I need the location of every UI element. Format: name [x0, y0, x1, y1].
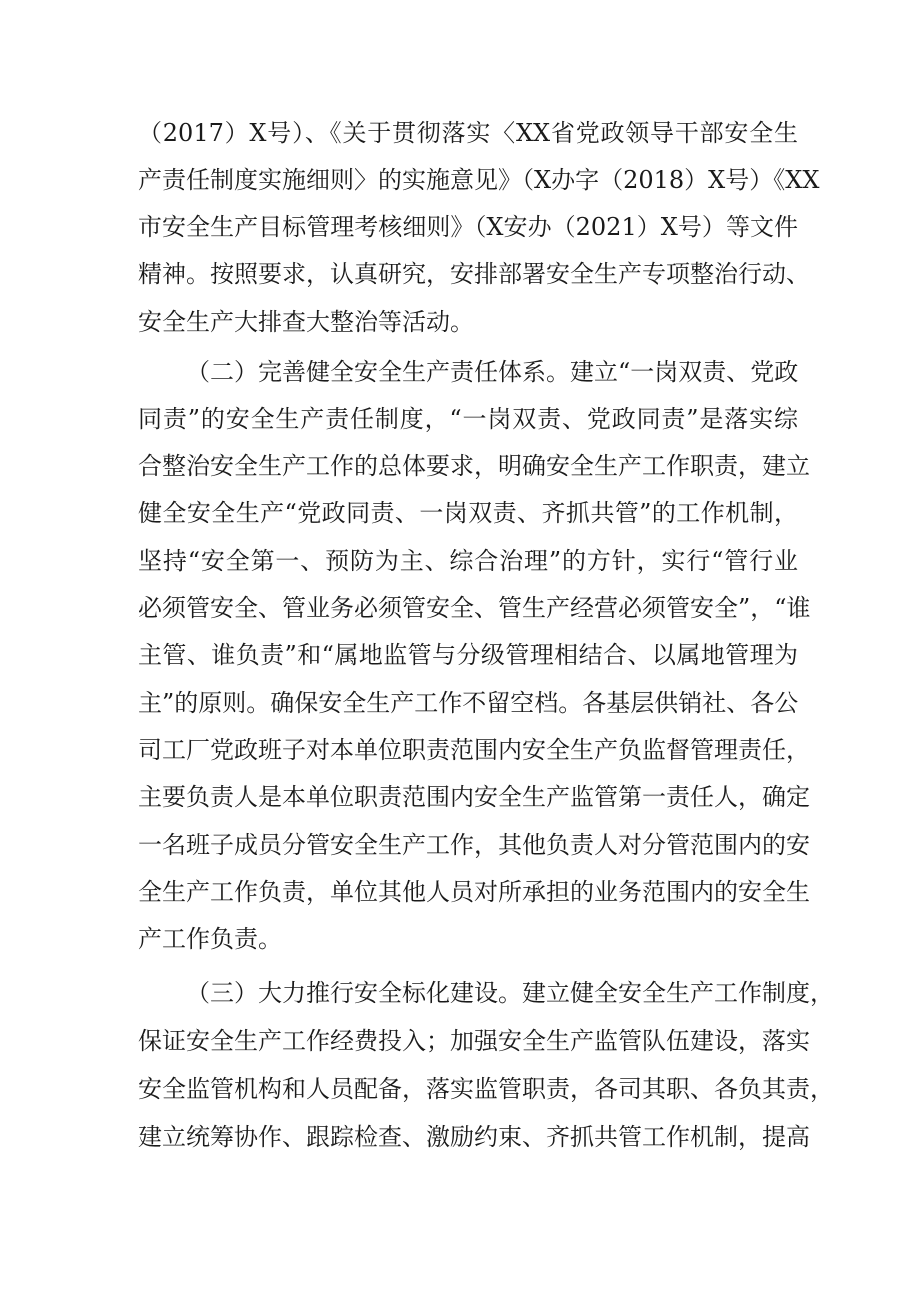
paragraph-2-line-8: 主”的原则。确保安全生产工作不留空档。各基层供销社、各公	[138, 689, 799, 717]
paragraph-3-line-1: （三）大力推行安全标化建设。建立健全安全生产工作制度，	[186, 979, 834, 1007]
paragraph-2-line-12: 全生产工作负责，单位其他人员对所承担的业务范围内的安全生	[138, 878, 810, 906]
paragraph-2-line-11: 一名班子成员分管安全生产工作，其他负责人对分管范围内的安	[138, 831, 810, 859]
paragraph-2-line-7: 主管、谁负责”和“属地监管与分级管理相结合、以属地管理为	[138, 641, 798, 669]
paragraph-1-line-3: 市安全生产目标管理考核细则》（X安办（2021）X号）等文件	[138, 213, 798, 241]
paragraph-2-line-6: 必须管安全、管业务必须管安全、管生产经营必须管安全”，“谁	[138, 594, 811, 622]
paragraph-2-line-9: 司工厂党政班子对本单位职责范围内安全生产负监督管理责任，	[138, 736, 810, 764]
paragraph-3-line-3: 安全监管机构和人员配备，落实监管职责，各司其职、各负其责，	[138, 1075, 834, 1103]
paragraph-2-line-3: 合整治安全生产工作的总体要求，明确安全生产工作职责，建立	[138, 452, 810, 480]
paragraph-1-line-1: （2017）X号）、《关于贯彻落实〈XX省党政领导干部安全生	[138, 119, 798, 147]
paragraph-2-line-1: （二）完善健全安全生产责任体系。建立“一岗双责、党政	[186, 358, 799, 386]
paragraph-2-line-10: 主要负责人是本单位职责范围内安全生产监管第一责任人，确定	[138, 783, 810, 811]
paragraph-3-line-2: 保证安全生产工作经费投入；加强安全生产监管队伍建设，落实	[138, 1027, 810, 1055]
paragraph-1-line-2: 产责任制度实施细则〉的实施意见》（X办字（2018）X号）《XX	[138, 166, 820, 194]
paragraph-2-line-4: 健全安全生产“党政同责、一岗双责、齐抓共管”的工作机制，	[138, 499, 798, 527]
paragraph-2-line-2: 同责”的安全生产责任制度，“一岗双责、党政同责”是落实综	[138, 405, 798, 433]
paragraph-1-line-5: 安全生产大排查大整治等活动。	[138, 308, 474, 336]
paragraph-3-line-4: 建立统筹协作、跟踪检查、激励约束、齐抓共管工作机制，提高	[138, 1123, 810, 1151]
paragraph-2-line-13: 产工作负责。	[138, 925, 282, 953]
paragraph-1-line-4: 精神。按照要求，认真研究，安排部署安全生产专项整治行动、	[138, 260, 810, 288]
paragraph-2-line-5: 坚持“安全第一、预防为主、综合治理”的方针，实行“管行业	[138, 547, 798, 575]
